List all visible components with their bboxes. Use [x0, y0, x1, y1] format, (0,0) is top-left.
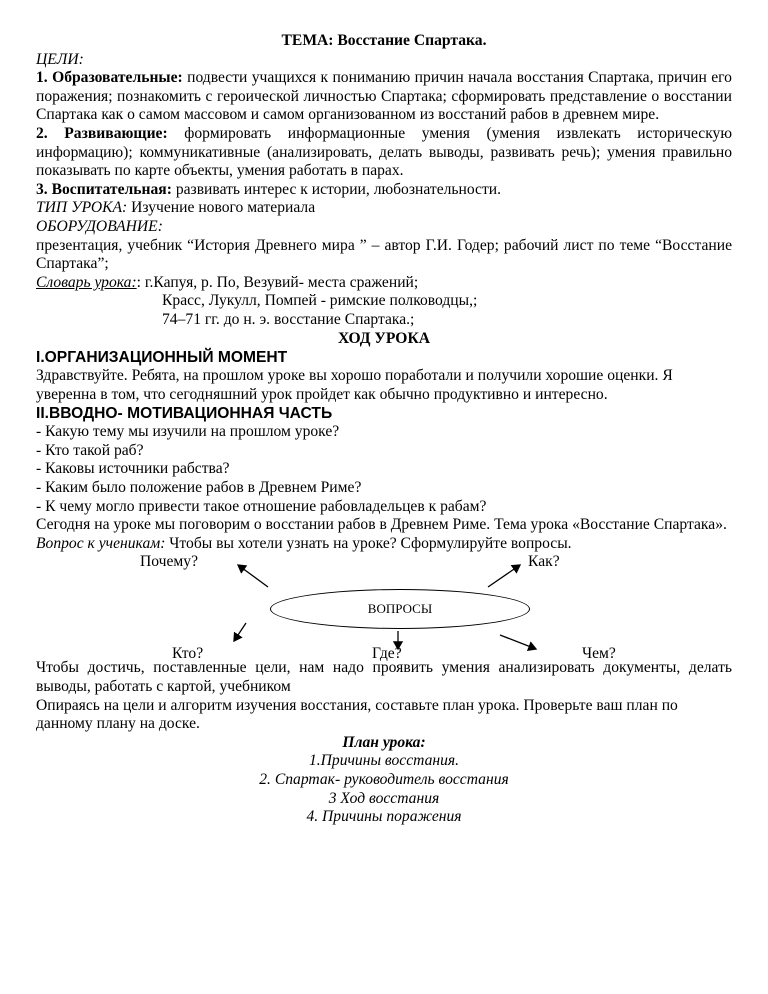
plan-item: 4. Причины поражения [306, 808, 462, 826]
question-item: - Каковы источники рабства? [36, 460, 230, 478]
plan-item: 3 Ход восстания [328, 789, 440, 807]
document-page [36, 32, 732, 827]
plan-item: 1.Причины восстания. [308, 752, 460, 770]
vocabulary-text: : г.Капуя, р. По, Везувий- места сражений; [136, 273, 419, 291]
vocabulary-line-1 [36, 274, 732, 293]
arrow-what [500, 635, 536, 649]
goal-educational [36, 69, 732, 125]
student-question-label: Вопрос к ученикам: [36, 534, 166, 552]
question-item: - К чему могло привести такое отношение рабовладельцев к рабам? [36, 497, 487, 515]
arrow-who [234, 623, 246, 641]
page-title: ТЕМА: Восстание Спартака. [281, 32, 487, 49]
student-question [36, 535, 732, 554]
label-what: Чем? [582, 645, 616, 663]
lesson-type [36, 199, 732, 218]
center-label: ВОПРОСЫ [367, 601, 433, 617]
vocabulary-line-3: 74–71 гг. до н. э. восстание Спартака.; [162, 310, 415, 328]
equipment-label: ОБОРУДОВАНИЕ: [36, 217, 163, 235]
goal-upbringing [36, 181, 732, 200]
section1-text: Здравствуйте. Ребята, на прошлом уроке вы хорошо поработали и получили хорошие оценки. Я уверенна в том, что сегодняшний урок пройдет как обычно продуктивно и интересно. [36, 367, 673, 403]
goal-text: развивать интерес к истории, любознательности. [171, 180, 502, 198]
label-who: Кто? [172, 645, 204, 663]
course-heading: ХОД УРОКА [337, 329, 431, 347]
lesson-type-value: Изучение нового материала [127, 199, 316, 217]
section2-heading: II.ВВОДНО- МОТИВАЦИОННАЯ ЧАСТЬ [36, 405, 333, 423]
goal-label: 3. Воспитательная: [36, 180, 172, 198]
label-how: Как? [528, 553, 560, 571]
plan-item: 2. Спартак- руководитель восстания [259, 771, 509, 788]
goals-label: ЦЕЛИ: [36, 50, 84, 68]
arrow-how [488, 565, 520, 587]
section1-heading: I.ОРГАНИЗАЦИОННЫЙ МОМЕНТ [36, 349, 288, 367]
label-where: Где? [372, 645, 402, 663]
vocabulary-label: Словарь урока: [36, 273, 137, 291]
question-item: - Кто такой раб? [36, 441, 144, 459]
goal-developing [36, 125, 732, 181]
arrow-why [238, 565, 268, 587]
goal-text: формировать информационные умения (умения извлекать историческую информацию); коммуникативные (анализировать, делать выводы, развивать речь); умения правильно показывать по карте объекты, умения работать в парах. [36, 124, 732, 180]
plan-title: План урока: [342, 733, 426, 751]
today-text: Сегодня на уроке мы поговорим о восстании рабов в Древнем Риме. Тема урока «Восстание Спартака». [36, 516, 727, 534]
plan-intro: Опираясь на цели и алгоритм изучения восстания, составьте план урока. Проверьте ваш план по данному плану на доске. [36, 696, 678, 733]
goal-text: подвести учащихся к пониманию причин начала восстания Спартака, причин его поражения; познакомить с героической личностью Спартака; сформировать представление о восстании Спартака как о самом массовом и самом организованном из восстаний рабов в древнем мире. [36, 69, 732, 124]
after-diagram-text: Чтобы достичь, поставленные цели, нам надо проявить умения анализировать документы, делать выводы, работать с картой, учебником [36, 659, 732, 696]
question-item: - Какую тему мы изучили на прошлом уроке? [36, 423, 340, 441]
student-question-text: Чтобы вы хотели узнать на уроке? Сформулируйте вопросы. [165, 534, 572, 552]
questions-diagram [36, 553, 732, 663]
lesson-type-label: ТИП УРОКА: [36, 199, 128, 217]
label-why: Почему? [140, 553, 199, 571]
equipment-text: презентация, учебник “История Древнего мира ” – автор Г.И. Годер; рабочий лист по теме “Восстание Спартака”; [36, 236, 732, 273]
question-item: - Каким было положение рабов в Древнем Риме? [36, 479, 362, 497]
goal-label: 1. Образовательные: [36, 69, 183, 87]
goal-label: 2. Развивающие: [36, 124, 168, 142]
vocabulary-line-2: Красс, Лукулл, Помпей - римские полководцы,; [162, 292, 478, 310]
